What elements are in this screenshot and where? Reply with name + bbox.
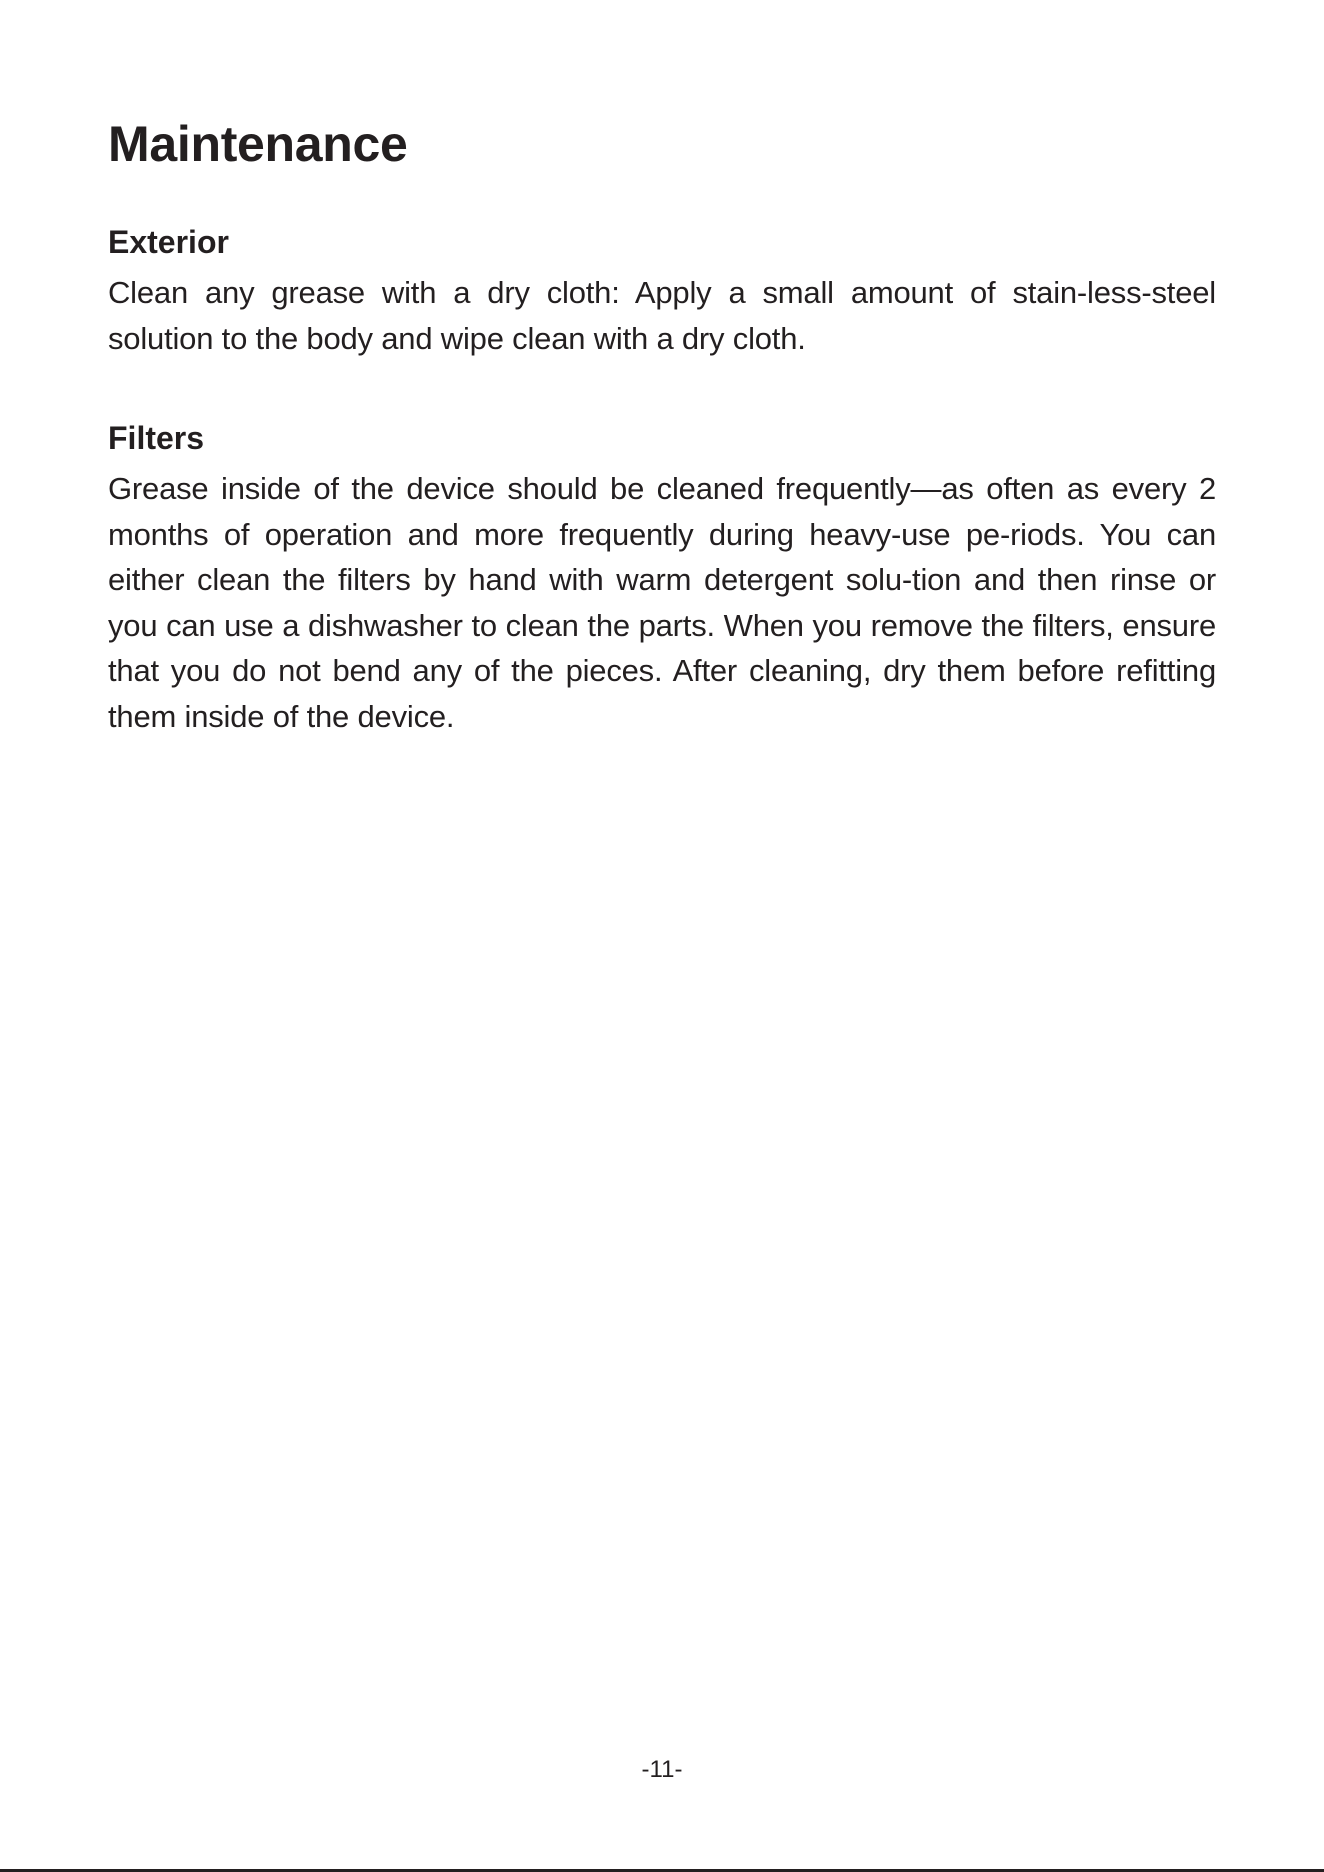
page-title: Maintenance [108, 116, 408, 172]
section-heading-filters: Filters [108, 420, 205, 456]
section-heading-exterior: Exterior [108, 224, 229, 260]
section-body-filters: Grease inside of the device should be cleaned frequently—as often as every 2 months of operation and more frequently during heavy-use pe-riods. You can either clean the filters by hand with warm detergent solu-tion and then rinse or you can use a dishwasher to clean the parts. When you remove the filters, ensure that you do not bend any of the pieces. After cleaning, dry them before refitting them inside of the device. [108, 471, 1216, 734]
page-number: -11- [641, 1756, 683, 1783]
section-filters [108, 414, 1216, 740]
section-body-exterior: Clean any grease with a dry cloth: Apply a small amount of stain-less-steel solution to the body and wipe clean with a dry cloth. [108, 275, 1216, 356]
section-exterior [108, 218, 1216, 361]
